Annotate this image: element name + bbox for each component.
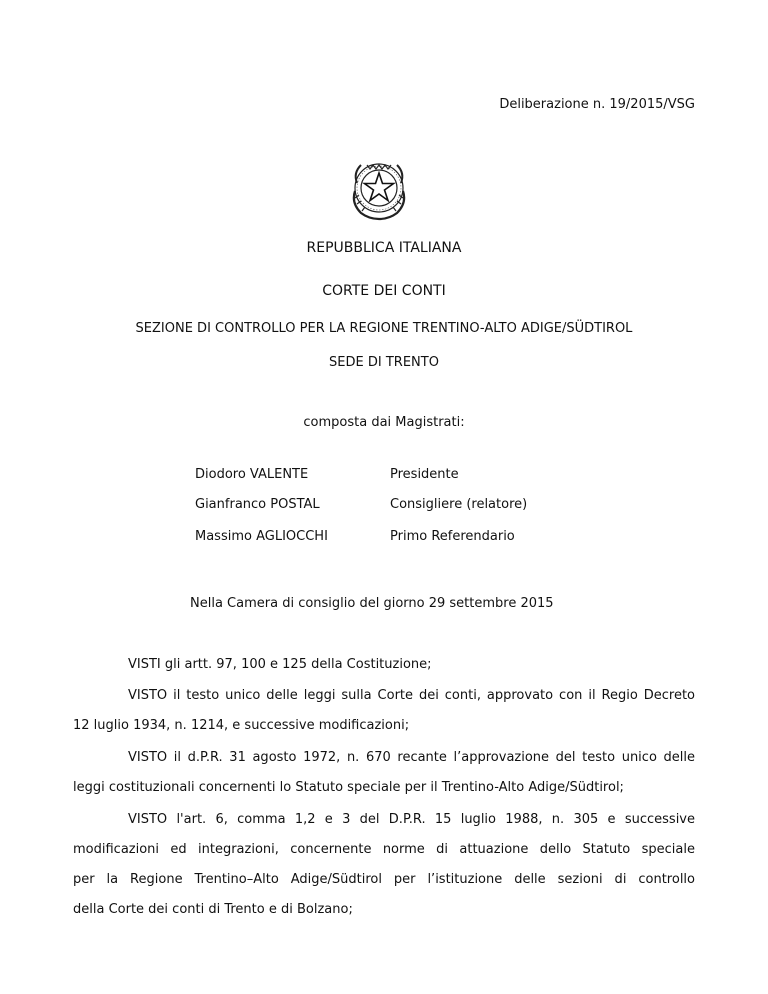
paragraph-line: della Corte dei conti di Trento e di Bolzano; <box>73 902 353 917</box>
paragraph-line: per la Regione Trentino–Alto Adige/Südtirol per l’istituzione delle sezioni di controllo <box>73 872 695 887</box>
title-sede: SEDE DI TRENTO <box>329 355 439 370</box>
camera-di-consiglio: Nella Camera di consiglio del giorno 29 settembre 2015 <box>190 596 554 611</box>
paragraph-line: VISTO il testo unico delle leggi sulla Corte dei conti, approvato con il Regio Decreto <box>128 688 695 703</box>
magistrate-role: Primo Referendario <box>390 529 515 544</box>
paragraph-line: VISTO il d.P.R. 31 agosto 1972, n. 670 recante l’approvazione del testo unico delle <box>128 750 695 765</box>
magistrate-role: Consigliere (relatore) <box>390 497 528 512</box>
title-corte: CORTE DEI CONTI <box>322 283 446 299</box>
title-repubblica: REPUBBLICA ITALIANA <box>306 240 462 256</box>
magistrate-name: Diodoro VALENTE <box>195 467 309 482</box>
paragraph-line: VISTI gli artt. 97, 100 e 125 della Costituzione; <box>128 657 432 672</box>
deliberation-number: Deliberazione n. 19/2015/VSG <box>499 97 695 112</box>
paragraph-line: VISTO l'art. 6, comma 1,2 e 3 del D.P.R. 15 luglio 1988, n. 305 e successive <box>128 812 695 827</box>
magistrate-name: Massimo AGLIOCCHI <box>195 529 328 544</box>
magistrate-name: Gianfranco POSTAL <box>195 497 320 512</box>
magistrate-role: Presidente <box>390 467 459 482</box>
composta-label: composta dai Magistrati: <box>303 415 465 430</box>
title-sezione: SEZIONE DI CONTROLLO PER LA REGIONE TRENTINO-ALTO ADIGE/SÜDTIROL <box>135 321 633 336</box>
paragraph-line: 12 luglio 1934, n. 1214, e successive modificazioni; <box>73 718 410 733</box>
paragraph-visto-testo-unico <box>73 681 695 741</box>
paragraph-visti <box>73 650 695 680</box>
paragraph-line: leggi costituzionali concernenti lo Statuto speciale per il Trentino-Alto Adige/Südtirol; <box>73 780 624 795</box>
italian-republic-emblem-icon <box>345 155 413 223</box>
paragraph-line: modificazioni ed integrazioni, concernente norme di attuazione dello Statuto speciale <box>73 842 695 857</box>
paragraph-visto-dpr-670 <box>73 743 695 803</box>
paragraph-visto-art-6 <box>73 805 695 925</box>
